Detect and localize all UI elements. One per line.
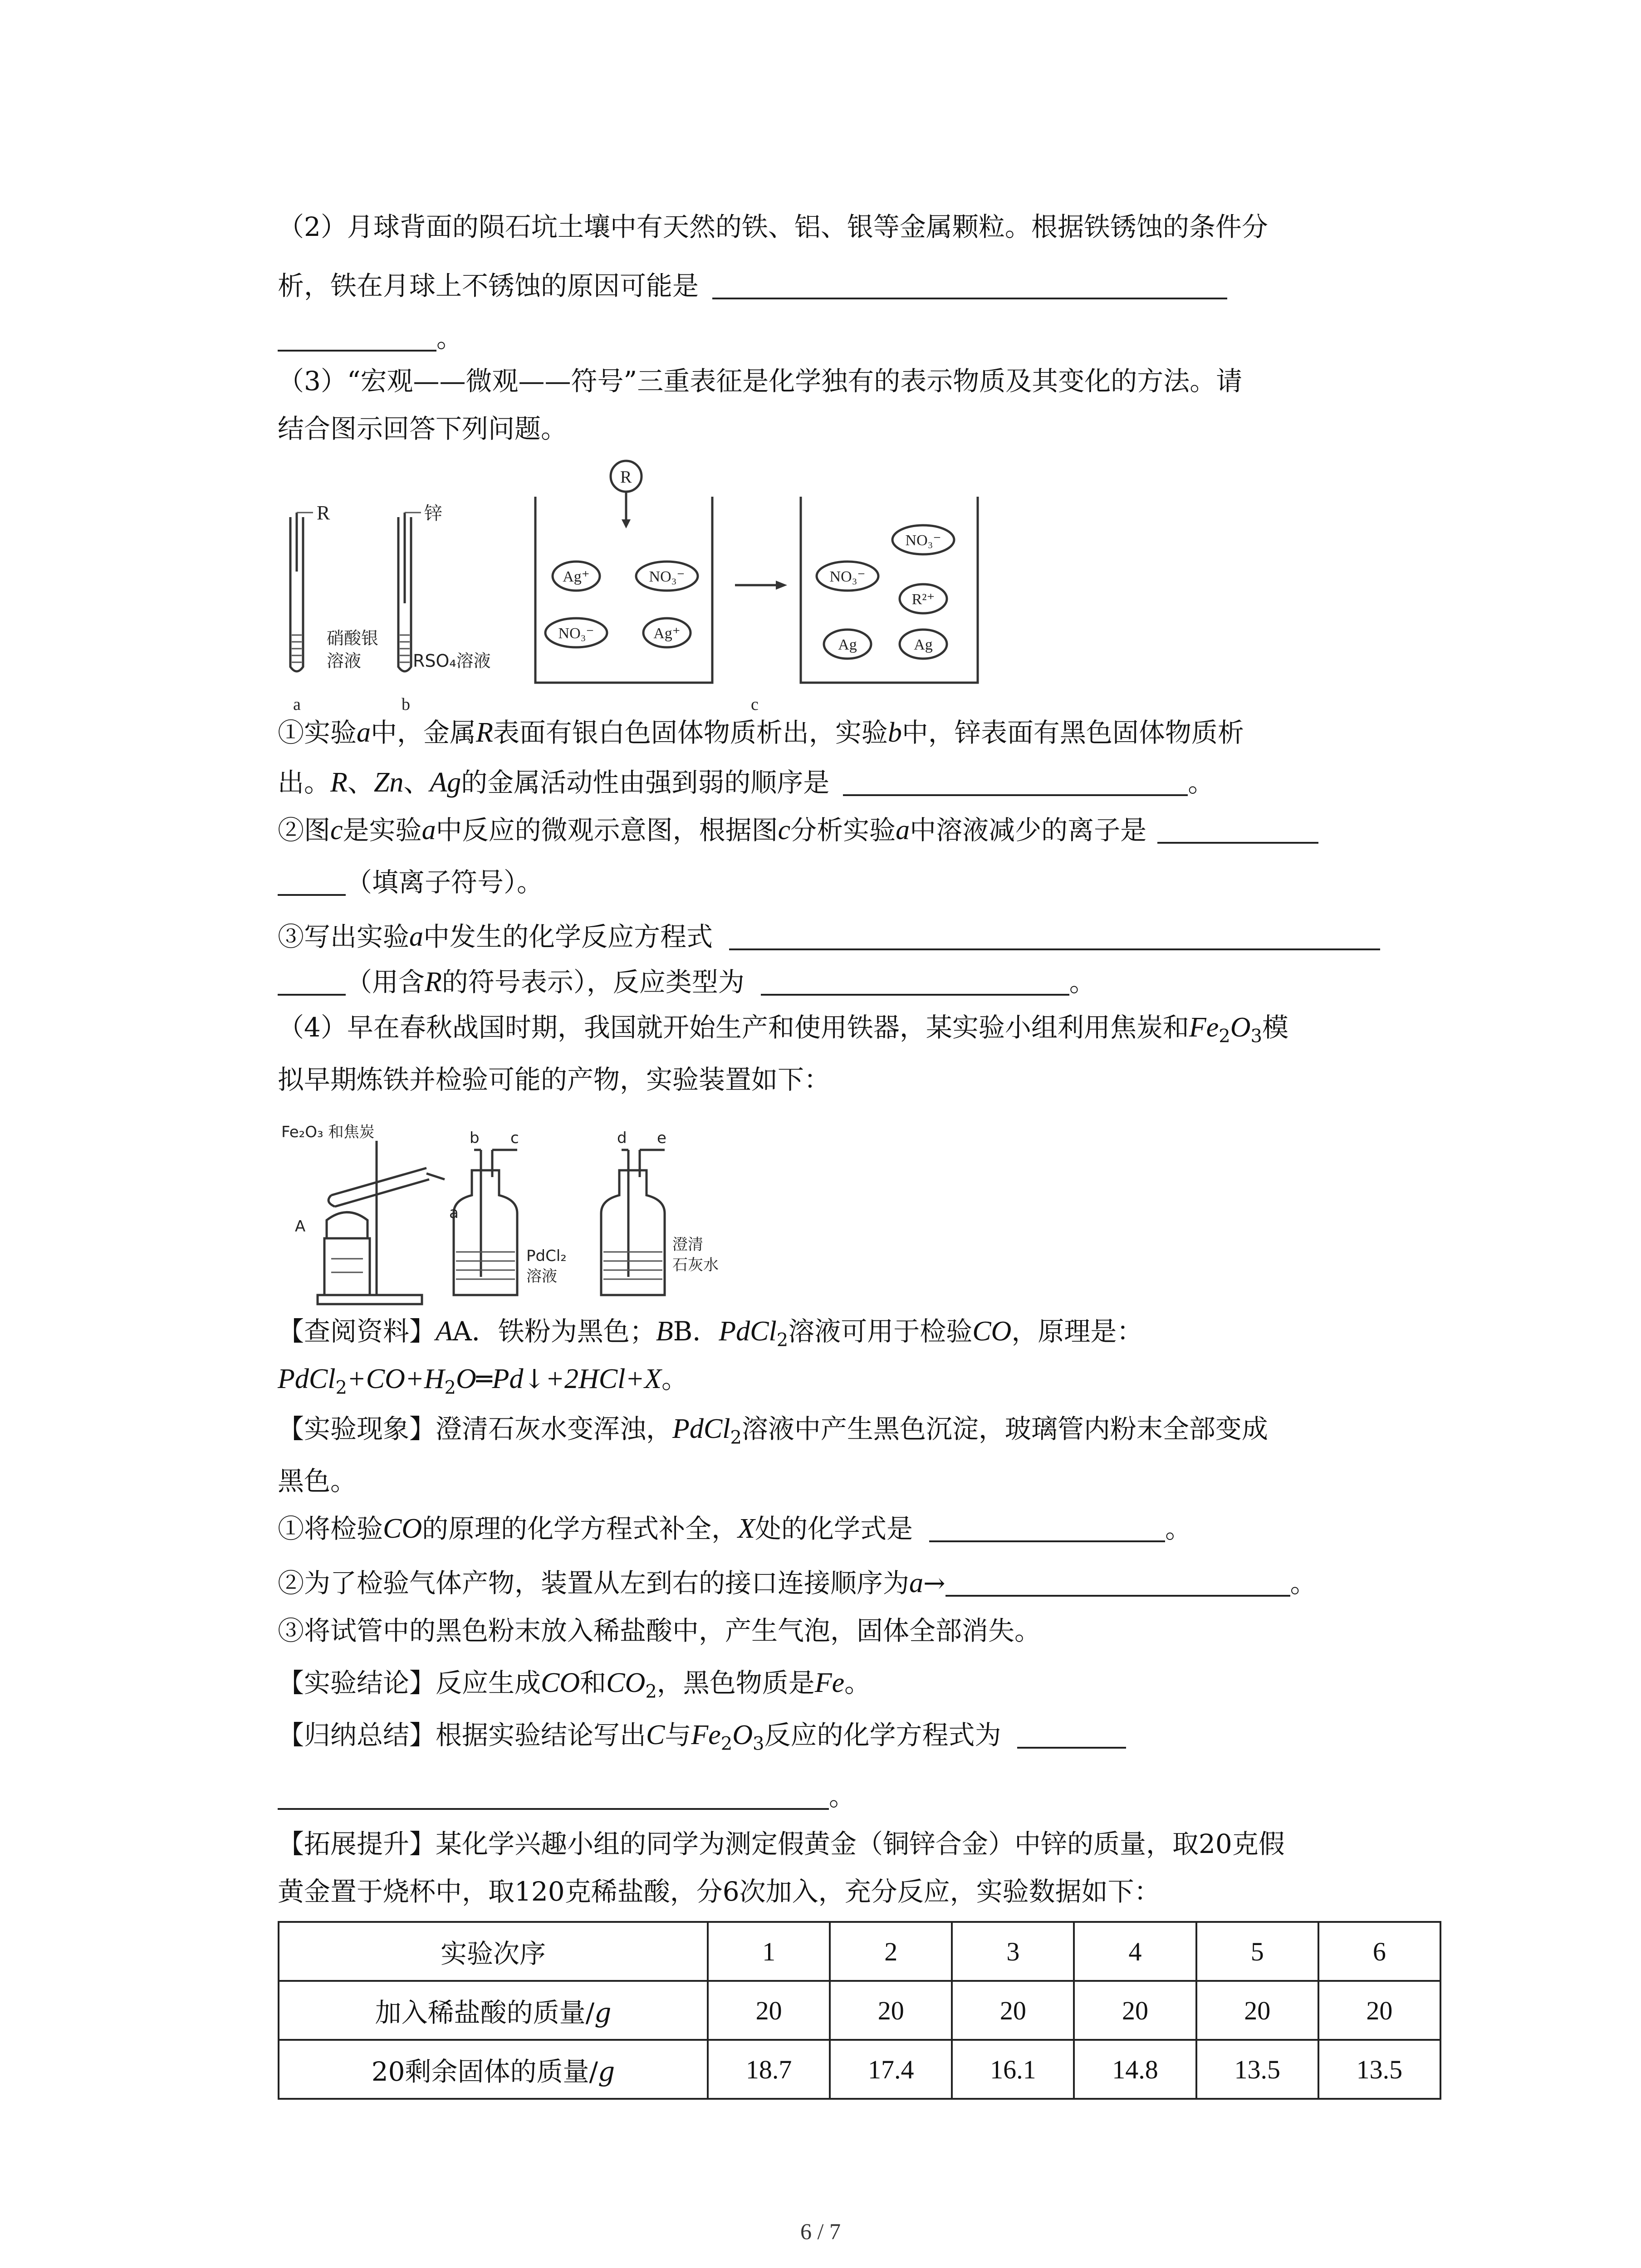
limewater-label: 澄清 — [672, 1236, 703, 1254]
q4-info-line-1: 【查阅资料】AA．铁粉为黑色；BB．PdCl$_2$溶液可用于检验CO，原理是： — [278, 1316, 1143, 1351]
q3-sub1-line-2: 出。R、Zn、Ag的金属活动性由强到弱的顺序是 。 — [278, 764, 1214, 801]
table-cell: 16.1 — [952, 2040, 1074, 2099]
table-cell: 1 — [708, 1922, 830, 1981]
table-cell: 5 — [1196, 1922, 1318, 1981]
figure-c-tag: c — [751, 695, 759, 714]
experiment-data-table — [278, 1921, 1441, 2100]
q2-line-3: 。 — [278, 320, 463, 356]
ion-label: NO₃⁻ — [649, 568, 685, 585]
iron-smelting-apparatus-figure — [281, 1123, 803, 1309]
q4-sub2: ②为了检验气体产物，装置从左到右的接口连接顺序为a→ 。 — [278, 1565, 1317, 1601]
q4-phenomenon-line-2: 黑色。 — [278, 1466, 357, 1496]
q3-sub2-line-1: ②图c是实验a中反应的微观示意图，根据图c分析实验a中溶液减少的离子是 — [278, 812, 1318, 848]
q4-summary-line-2: 。 — [278, 1778, 855, 1814]
q4-extension-line-1: 【拓展提升】某化学兴趣小组的同学为测定假黄金（铜锌合金）中锌的质量，取20克假 — [278, 1828, 1285, 1859]
answer-blank[interactable] — [761, 964, 1069, 996]
tube-a-metal-label: R — [317, 502, 330, 524]
answer-blank[interactable] — [945, 1565, 1290, 1597]
table-row — [279, 2040, 1440, 2099]
port-d-label: d — [617, 1129, 627, 1147]
tube-b-metal-label: 锌 — [424, 503, 442, 524]
table-row — [279, 1981, 1440, 2040]
tube-b-tag: b — [402, 695, 410, 714]
tube-a-tag: a — [293, 695, 301, 714]
answer-blank[interactable] — [278, 1778, 829, 1810]
q4-sub1: ①将检验CO的原理的化学方程式补全，X处的化学式是 。 — [278, 1510, 1191, 1547]
q3-sub3-line-1: ③写出实验a中发生的化学反应方程式 — [278, 919, 1380, 955]
ion-label: NO₃⁻ — [558, 625, 594, 642]
table-cell: 2 — [830, 1922, 952, 1981]
table-cell: 20 — [1196, 1981, 1318, 2040]
table-cell: 13.5 — [1318, 2040, 1440, 2099]
q4-conclusion: 【实验结论】反应生成CO和$CO_2$，黑色物质是Fe。 — [278, 1667, 871, 1702]
table-cell: 3 — [952, 1922, 1074, 1981]
tube-b-solution-label: RSO₄溶液 — [413, 651, 491, 671]
table-cell: 18.7 — [708, 2040, 830, 2099]
table-cell: 20 — [1318, 1981, 1440, 2040]
tube-a-solution-label: 硝酸银 — [327, 628, 379, 648]
q3-line-2: 结合图示回答下列问题。 — [278, 413, 568, 444]
answer-blank[interactable] — [278, 864, 346, 896]
answer-blank[interactable] — [729, 919, 1380, 950]
table-cell: 13.5 — [1196, 2040, 1318, 2099]
q4-info-equation: $PdCl_2+CO+H_2O═Pd↓+2HCl+X$。 — [278, 1364, 688, 1398]
table-cell: 20 — [708, 1981, 830, 2040]
metal-r-label: R — [620, 468, 632, 487]
q2-line-2: 析，铁在月球上不锈蚀的原因可能是 — [278, 268, 1227, 304]
ion-label: Ag — [914, 636, 933, 653]
q4-summary-line-1: 【归纳总结】根据实验结论写出C与$Fe_2O_3$反应的化学方程式为 — [278, 1717, 1126, 1762]
table-cell: 17.4 — [830, 2040, 952, 2099]
table-row — [279, 1922, 1440, 1981]
answer-blank[interactable] — [278, 964, 346, 996]
table-cell: 6 — [1318, 1922, 1440, 1981]
q4-extension-line-2: 黄金置于烧杯中，取120克稀盐酸，分6次加入，充分反应，实验数据如下： — [278, 1876, 1161, 1907]
table-cell: 20 — [1074, 1981, 1196, 2040]
q3-sub2-line-2: （填离子符号）。 — [278, 864, 543, 900]
port-b-label: b — [470, 1129, 480, 1147]
port-e-label: e — [657, 1129, 666, 1147]
table-row-header: 加入稀盐酸的质量/g — [279, 1981, 708, 2040]
q4-phenomenon-line-1: 【实验现象】澄清石灰水变浑浊，PdCl$_2$溶液中产生黑色沉淀，玻璃管内粉末全部变成 — [278, 1413, 1268, 1448]
q3-sub1-line-1: ①实验a中，金属R表面有银白色固体物质析出，实验b中，锌表面有黑色固体物质析 — [278, 717, 1244, 748]
port-a-label: a — [449, 1204, 459, 1222]
tube-a-solution-label-2: 溶液 — [327, 651, 362, 671]
answer-blank[interactable] — [843, 764, 1188, 796]
apparatus-A-label: A — [295, 1217, 306, 1236]
answer-blank[interactable] — [1017, 1717, 1126, 1749]
q4-sub3: ③将试管中的黑色粉末放入稀盐酸中，产生气泡，固体全部消失。 — [278, 1615, 1041, 1646]
answer-blank[interactable] — [1157, 812, 1318, 844]
answer-blank[interactable] — [278, 320, 436, 352]
ion-label: Ag — [838, 636, 857, 653]
displacement-reaction-figure — [277, 454, 1007, 717]
table-cell: 20 — [952, 1981, 1074, 2040]
pdcl2-label: PdCl₂ — [526, 1247, 567, 1265]
answer-blank[interactable] — [712, 268, 1227, 299]
page-number: 6 / 7 — [800, 2219, 841, 2244]
q4-line-2: 拟早期炼铁并检验可能的产物，实验装置如下： — [278, 1064, 831, 1095]
table-row-header: 20剩余固体的质量/g — [279, 2040, 708, 2099]
ion-label: R²⁺ — [911, 591, 935, 608]
reactants-label: Fe₂O₃ 和焦炭 — [281, 1123, 375, 1141]
limewater-label-2: 石灰水 — [672, 1256, 719, 1274]
q3-sub3-line-2: （用含R的符号表示），反应类型为 。 — [278, 964, 1096, 1000]
table-row-header: 实验次序 — [279, 1922, 708, 1981]
pdcl2-label-2: 溶液 — [526, 1267, 557, 1286]
q4-line-1: （4）早在春秋战国时期，我国就开始生产和使用铁器，某实验小组利用焦炭和$Fe_2O_3$模 — [278, 1012, 1288, 1047]
ion-label: Ag⁺ — [563, 568, 590, 585]
ion-label: NO₃⁻ — [829, 568, 866, 585]
table-cell: 20 — [830, 1981, 952, 2040]
table-cell: 4 — [1074, 1922, 1196, 1981]
answer-blank[interactable] — [929, 1510, 1165, 1542]
q2-line-1: （2）月球背面的陨石坑土壤中有天然的铁、铝、银等金属颗粒。根据铁锈蚀的条件分 — [278, 211, 1268, 242]
table-cell: 14.8 — [1074, 2040, 1196, 2099]
ion-label: Ag⁺ — [653, 625, 681, 642]
port-c-label: c — [510, 1129, 519, 1147]
ion-label: NO₃⁻ — [905, 532, 941, 549]
q3-line-1: （3）“宏观——微观——符号”三重表征是化学独有的表示物质及其变化的方法。请 — [278, 366, 1243, 396]
